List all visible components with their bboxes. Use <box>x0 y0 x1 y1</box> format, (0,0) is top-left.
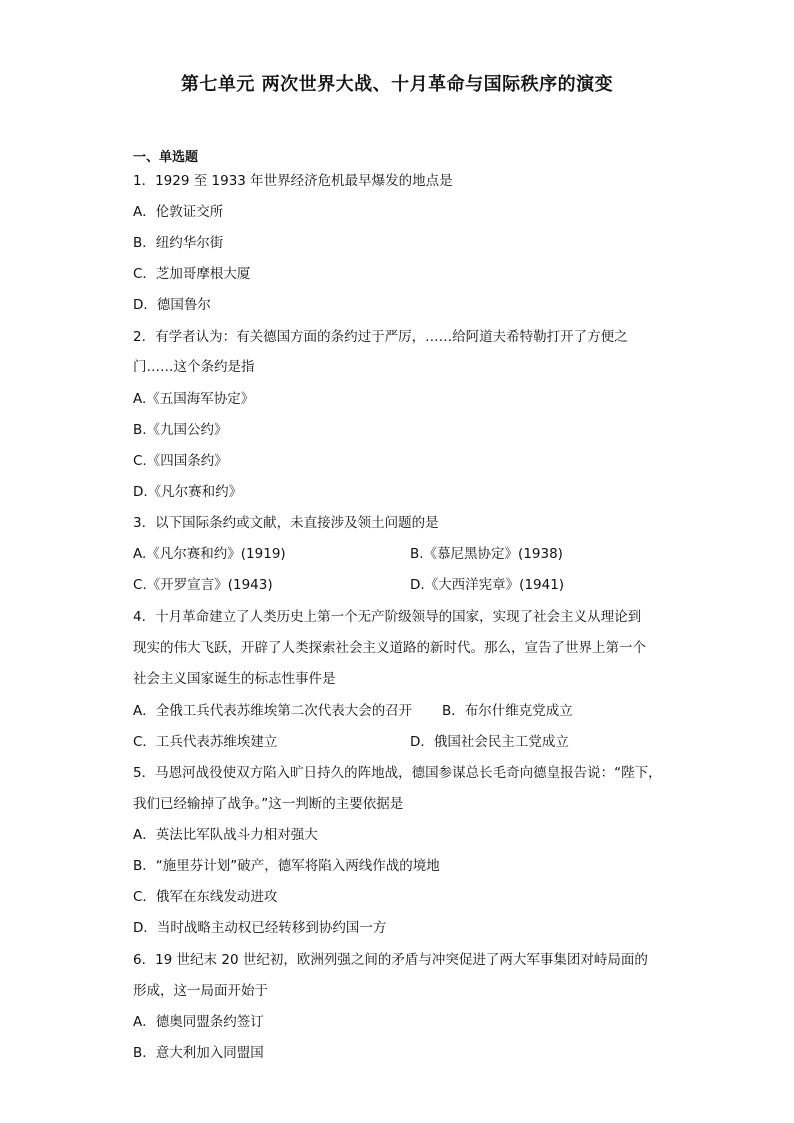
q3-option-c: C.《开罗宣言》(1943) <box>133 577 273 593</box>
q6-stem-line2: 形成，这一局面开始于 <box>133 983 268 999</box>
q4-stem-line1: 4．十月革命建立了人类历史上第一个无产阶级领导的国家，实现了社会主义从理论到 <box>133 609 642 625</box>
q1-option-b: B．纽约华尔街 <box>133 235 224 251</box>
q3-option-a: A.《凡尔赛和约》(1919) <box>133 546 286 562</box>
q2-stem-line1: 2．有学者认为：有关德国方面的条约过于严厉，……给阿道夫希特勒打开了方便之 <box>133 329 628 345</box>
q2-option-b: B.《九国公约》 <box>133 422 228 438</box>
q4-stem-line2: 现实的伟大飞跃，开辟了人类探索社会主义道路的新时代。那么，宣告了世界上第一个 <box>133 640 646 656</box>
q3-stem: 3．以下国际条约或文献，未直接涉及领土问题的是 <box>133 515 439 531</box>
q5-stem-line2: 我们已经输掉了战争。”这一判断的主要依据是 <box>133 796 404 812</box>
q3-option-d: D.《大西洋宪章》(1941) <box>410 577 565 593</box>
q4-option-a: A．全俄工兵代表苏维埃第二次代表大会的召开 <box>133 703 413 719</box>
q5-option-a: A．英法比军队战斗力相对强大 <box>133 827 318 843</box>
q2-option-d: D.《凡尔赛和约》 <box>133 484 243 500</box>
section-heading: 一、单选题 <box>133 150 199 165</box>
q5-option-c: C．俄军在东线发动进攻 <box>133 889 278 905</box>
q4-stem-line3: 社会主义国家诞生的标志性事件是 <box>133 671 336 687</box>
page-title: 第七单元 两次世界大战、十月革命与国际秩序的演变 <box>180 74 614 95</box>
q4-option-b: B．布尔什维克党成立 <box>442 703 573 719</box>
q6-option-b: B．意大利加入同盟国 <box>133 1045 264 1061</box>
q4-option-d: D．俄国社会民主工党成立 <box>410 734 569 750</box>
q1-option-d: D．德国鲁尔 <box>133 297 211 313</box>
q6-stem-line1: 6．19 世纪末 20 世纪初，欧洲列强之间的矛盾与冲突促进了两大军事集团对峙局面的 <box>133 952 648 968</box>
q5-stem-line1: 5．马恩河战役使双方陷入旷日持久的阵地战，德国参谋总长毛奇向德皇报告说：“陛下， <box>133 765 662 781</box>
q6-option-a: A．德奥同盟条约签订 <box>133 1014 264 1030</box>
q1-option-a: A．伦敦证交所 <box>133 204 224 220</box>
q2-stem-line2: 门……这个条约是指 <box>133 359 255 375</box>
q2-option-a: A.《五国海军协定》 <box>133 391 255 407</box>
q1-option-c: C．芝加哥摩根大厦 <box>133 266 251 282</box>
q5-option-b: B．“施里芬计划”破产，德军将陷入两线作战的境地 <box>133 858 440 874</box>
q4-option-c: C．工兵代表苏维埃建立 <box>133 734 278 750</box>
q3-option-b: B.《慕尼黑协定》(1938) <box>410 546 563 562</box>
q1-stem: 1．1929 至 1933 年世界经济危机最早爆发的地点是 <box>133 173 453 189</box>
q5-option-d: D．当时战略主动权已经转移到协约国一方 <box>133 920 387 936</box>
q2-option-c: C.《四国条约》 <box>133 453 228 469</box>
